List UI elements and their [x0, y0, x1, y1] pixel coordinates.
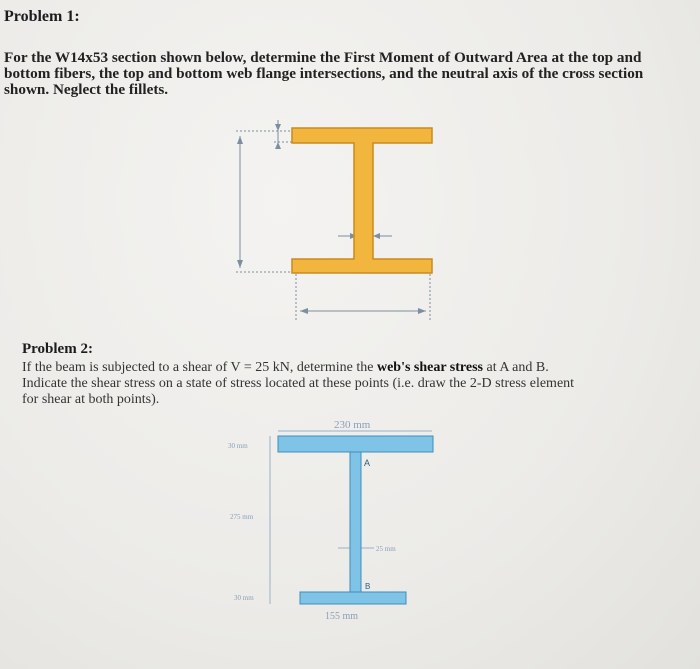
problem2-line-1 [22, 360, 692, 376]
problem2-heading: Problem 2: [22, 341, 93, 357]
fig1-arrow-width-right [418, 308, 426, 314]
fig1-arrow-bottom [237, 260, 243, 268]
problem2-line-1-bold: web's shear stress [376, 360, 483, 375]
fig1-arrow-flange-bottom [275, 142, 281, 149]
fig2-label-bottom-thickness: 30 mm [234, 594, 254, 602]
fig1-arrow-width-left [300, 308, 308, 314]
problem2-line-1-start: If the beam is subjected to a shear of V = 25 kN, determine the [22, 360, 377, 375]
fig1-arrow-web-right [373, 233, 380, 239]
fig1-arrow-top [237, 136, 243, 144]
fig2-label-275: 275 mm [230, 513, 254, 521]
fig1-ibeam-shape [292, 128, 432, 273]
problem1-line-1: For the W14x53 section shown below, determine the First Moment of Outward Area at the top and [4, 49, 642, 66]
fig2-point-a: A [364, 458, 371, 468]
fig2-point-b: B [365, 582, 371, 591]
problem1-line-3: shown. Neglect the fillets. [4, 81, 169, 98]
fig1-arrow-flange-top [275, 124, 281, 131]
fig2-label-155: 155 mm [325, 611, 359, 622]
fig2-label-25: 25 mm [376, 545, 396, 553]
fig2-label-230: 230 mm [334, 419, 371, 431]
fig2-label-top-thickness: 30 mm [228, 442, 248, 450]
problem2-line-1-end: at A and B. [483, 360, 549, 375]
problem2-line-2: Indicate the shear stress on a state of stress located at these points (i.e. draw the 2-D stress element [22, 376, 575, 391]
problem1-line-2: bottom fibers, the top and bottom web flange intersections, and the neutral axis of the cross section [4, 65, 644, 82]
problem1-heading: Problem 1: [4, 8, 80, 25]
problem2-statement [22, 360, 692, 408]
problem2-line-3: for shear at both points). [22, 392, 160, 407]
